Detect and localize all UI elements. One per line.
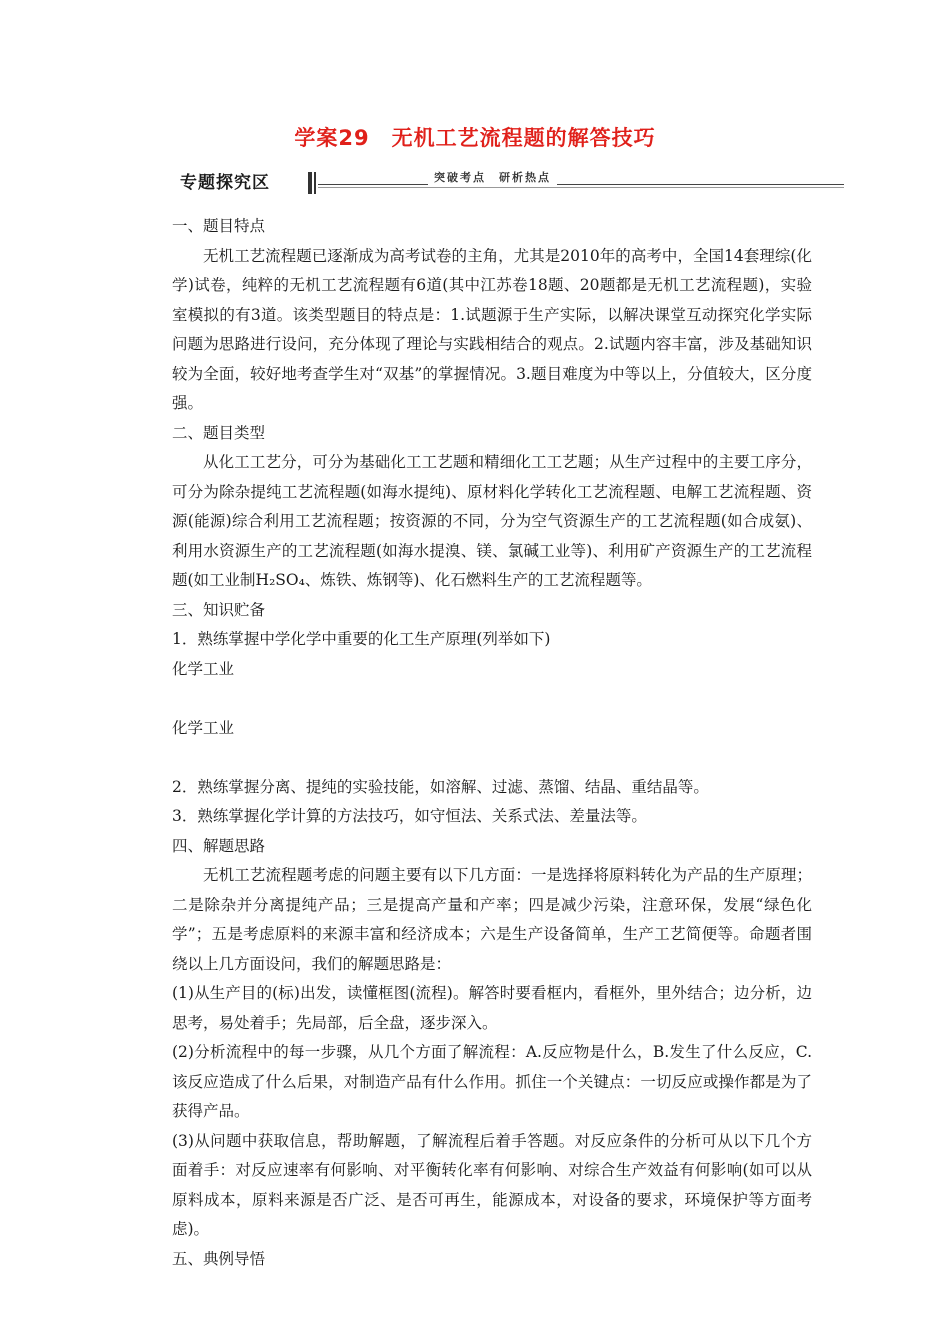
section-heading-2: 二、题目类型 — [172, 423, 266, 442]
banner-rule-secondary — [318, 187, 844, 188]
page-title: 学案29 无机工艺流程题的解答技巧 — [294, 126, 656, 150]
section-heading-1: 一、题目特点 — [172, 217, 266, 235]
approach-step-2: (2)分析流程中的每一步骤，从几个方面了解流程：A.反应物是什么，B.发生了什么反应，C.该反应造成了什么后果，对制造产品有什么作用。抓住一个关键点：一切反应或操作都是为了获得产品。 — [172, 1043, 812, 1120]
knowledge-item-3: 3．熟练掌握化学计算的方法技巧，如守恒法、关系式法、差量法等。 — [172, 807, 647, 825]
banner-rule — [318, 184, 844, 185]
section-paragraph-4: 无机工艺流程题考虑的问题主要有以下几方面：一是选择将原料转化为产品的生产原理；二是除杂并分离提纯产品；三是提高产量和产率；四是减少污染，注意环保，发展“绿色化学”；五是考虑原料的来源丰富和经济成本；六是生产设备简单，生产工艺简便等。命题者围绕以上几方面设问，我们的解题思路是： — [172, 866, 812, 973]
approach-step-1: (1)从生产目的(标)出发，读懂框图(流程)。解答时要看框内，看框外，里外结合；边分析，边思考，易处着手；先局部，后全盘，逐步深入。 — [172, 984, 812, 1032]
banner-subtitle: 突破考点 研析热点 — [428, 170, 557, 186]
banner-divider-thin — [314, 172, 316, 194]
approach-step-3: (3)从问题中获取信息，帮助解题，了解流程后着手答题。对反应条件的分析可从以下几个方面着手：对反应速率有何影响、对平衡转化率有何影响、对综合生产效益有何影响(如可以从原料成本，原料来源是否广泛、是否可再生，能源成本，对设备的要求，环境保护等方面考虑)。 — [172, 1131, 812, 1238]
knowledge-item-2: 2．熟练掌握分离、提纯的实验技能，如溶解、过滤、蒸馏、结晶、重结晶等。 — [172, 777, 709, 796]
section-banner — [172, 170, 844, 196]
banner-label: 专题探究区 — [180, 173, 270, 193]
banner-divider — [308, 172, 312, 194]
section-paragraph-2: 从化工工艺分，可分为基础化工工艺题和精细化工工艺题；从生产过程中的主要工序分，可分为除杂提纯工艺流程题(如海水提纯)、原材料化学转化工艺流程题、电解工艺流程题、资源(能源)综合利用工艺流程题；按资源的不同，分为空气资源生产的工艺流程题(如合成氨)、利用水资源生产的工艺流程题(如海水提溴、镁、氯碱工业等)、利用矿产资源生产的工艺流程题(如工业制H₂SO₄、炼铁、炼钢等)、化石燃料生产的工艺流程题等。 — [172, 453, 812, 589]
document-body — [172, 212, 812, 1274]
chemical-industry-label-b: 化学工业 — [172, 718, 235, 737]
section-heading-3: 三、知识贮备 — [172, 600, 266, 619]
section-heading-5: 五、典例导悟 — [172, 1249, 266, 1268]
blank-space — [172, 743, 812, 773]
section-heading-4: 四、解题思路 — [172, 836, 266, 855]
section-paragraph-1: 无机工艺流程题已逐渐成为高考试卷的主角，尤其是2010年的高考中，全国14套理综(化学)试卷，纯粹的无机工艺流程题有6道(其中江苏卷18题、20题都是无机工艺流程题)，实验室模拟的有3道。该类型题目的特点是：1.试题源于生产实际，以解决课堂互动探究化学实际问题为思路进行设问，充分体现了理论与实践相结合的观点。2.试题内容丰富，涉及基础知识较为全面，较好地考查学生对“双基”的掌握情况。3.题目难度为中等以上，分值较大，区分度强。 — [172, 246, 812, 412]
blank-space — [172, 684, 812, 714]
knowledge-item-1: 1．熟练掌握中学化学中重要的化工生产原理(列举如下) — [172, 630, 551, 648]
chemical-industry-label-a: 化学工业 — [172, 659, 235, 678]
